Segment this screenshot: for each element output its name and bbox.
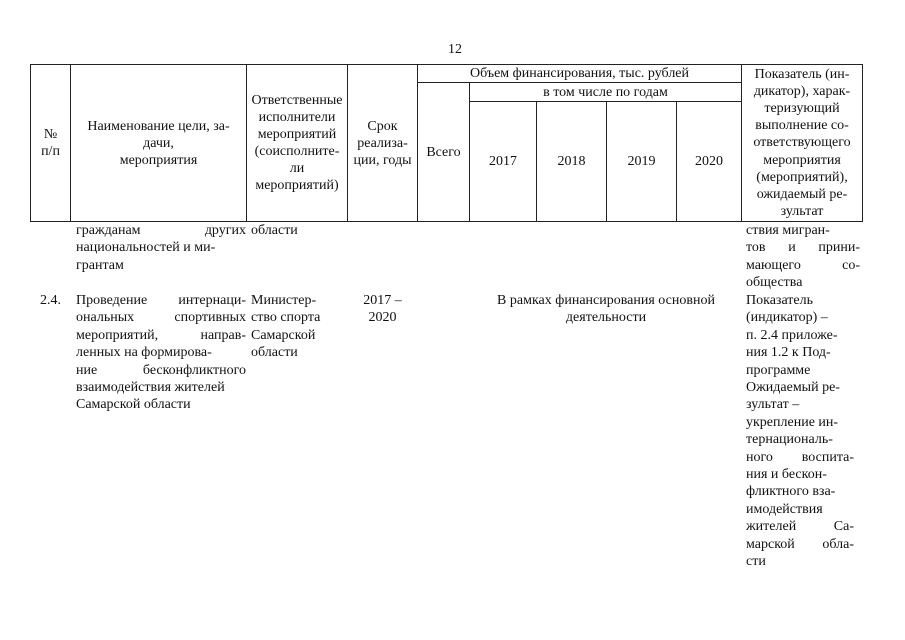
row-2-4-name-line: ленных на формирова- [76, 345, 212, 361]
row-2-4-responsible-line: Министер- [251, 293, 317, 308]
row-2-4-name-cell [76, 292, 246, 414]
header-year-2020: 2020 [695, 154, 723, 169]
row-2-4-indicator-line: Ожидаемый ре- [746, 380, 840, 396]
row-2-4-name-line: ние бесконфликтного [76, 362, 246, 378]
row-2-4-funding-cell [470, 292, 742, 327]
row-2-4-indicator-line: ния и бескон- [746, 467, 827, 483]
row-2-4-responsible-line: Самарской [251, 327, 316, 343]
continuation-name-cell [76, 222, 246, 274]
row-2-4-indicator-line: программе [746, 362, 811, 378]
row-2-4-indicator-line: (индикатор) – [746, 310, 828, 326]
row-2-4-indicator-line: марской обла- [746, 536, 854, 552]
header-funding: Объем финансирования, тыс. рублей [469, 66, 690, 81]
row-2-4-indicator-line: жителей Са- [746, 519, 854, 535]
header-name: Наименование цели, за- дачи, мероприятия [87, 118, 230, 168]
header-total: Всего [426, 144, 461, 160]
continuation-indicator-line: тов и прини- [746, 240, 860, 256]
header-indicator: Показатель (ин- дикатор), харак- теризующий выполнение со- ответствующего мероприятия (мероприятий), ожидаемый ре- зультат [753, 66, 851, 220]
row-2-4-funding-line: деятельности [565, 310, 647, 326]
row-2-4-term-cell [348, 292, 417, 327]
row-2-4-indicator-line: п. 2.4 приложе- [746, 327, 838, 343]
row-2-4-indicator-line: ния 1.2 к Под- [746, 345, 831, 361]
row-2-4-indicator-line: тернациональ- [746, 432, 833, 448]
row-2-4-name-line: взаимодействия жителей [76, 380, 225, 396]
continuation-name-line: гражданам других [76, 223, 246, 238]
row-2-4-indicator-line: укрепление ин- [746, 414, 839, 430]
row-2-4-funding-line: В рамках финансирования основной [497, 293, 715, 308]
header-by-years: в том числе по годам [543, 84, 668, 100]
page-number: 12 [448, 42, 462, 57]
row-2-4-name-line: мероприятий, направ- [76, 327, 246, 343]
continuation-indicator-line: мающего со- [746, 257, 860, 273]
header-responsible: Ответственные исполнители мероприятий (соисполните- ли мероприятий) [251, 93, 343, 193]
header-year-2017: 2017 [489, 154, 517, 169]
row-2-4-indicator-line: сти [746, 554, 766, 570]
row-2-4-indicator-line: имодействия [746, 501, 823, 517]
row-2-4-indicator-line: Показатель [746, 293, 813, 308]
header-term: Срок реализа- ции, годы [353, 118, 412, 168]
row-2-4-indicator-line: фликтного вза- [746, 484, 836, 500]
row-2-4-name-line: Самарской области [76, 397, 191, 413]
row-2-4-responsible-cell [251, 292, 320, 362]
continuation-indicator-line: ствия мигран- [746, 223, 830, 238]
continuation-indicator-line: общества [746, 275, 803, 291]
continuation-indicator-cell [746, 222, 860, 292]
header-year-2019: 2019 [627, 154, 656, 169]
row-2-4-name-line: ональных спортивных [76, 310, 246, 326]
header-num: № п/п [41, 127, 60, 159]
row-2-4-indicator-line: зультат – [746, 397, 800, 413]
row-2-4-indicator-cell [746, 292, 854, 571]
continuation-name-line: грантам [76, 257, 124, 273]
row-2-4-responsible-line: ство спорта [251, 310, 321, 326]
row-2-4-name-line: Проведение интернаци- [76, 293, 246, 308]
continuation-responsible-cell: области [251, 223, 298, 238]
header-year-2018: 2018 [557, 154, 586, 169]
row-2-4-number: 2.4. [40, 293, 61, 308]
row-2-4-responsible-line: области [251, 345, 298, 361]
row-2-4-term-line: 2017 – [363, 293, 402, 308]
row-2-4-term-line: 2020 [368, 310, 397, 326]
continuation-name-line: национальностей и ми- [76, 240, 216, 256]
row-2-4-indicator-line: ного воспита- [746, 449, 854, 465]
